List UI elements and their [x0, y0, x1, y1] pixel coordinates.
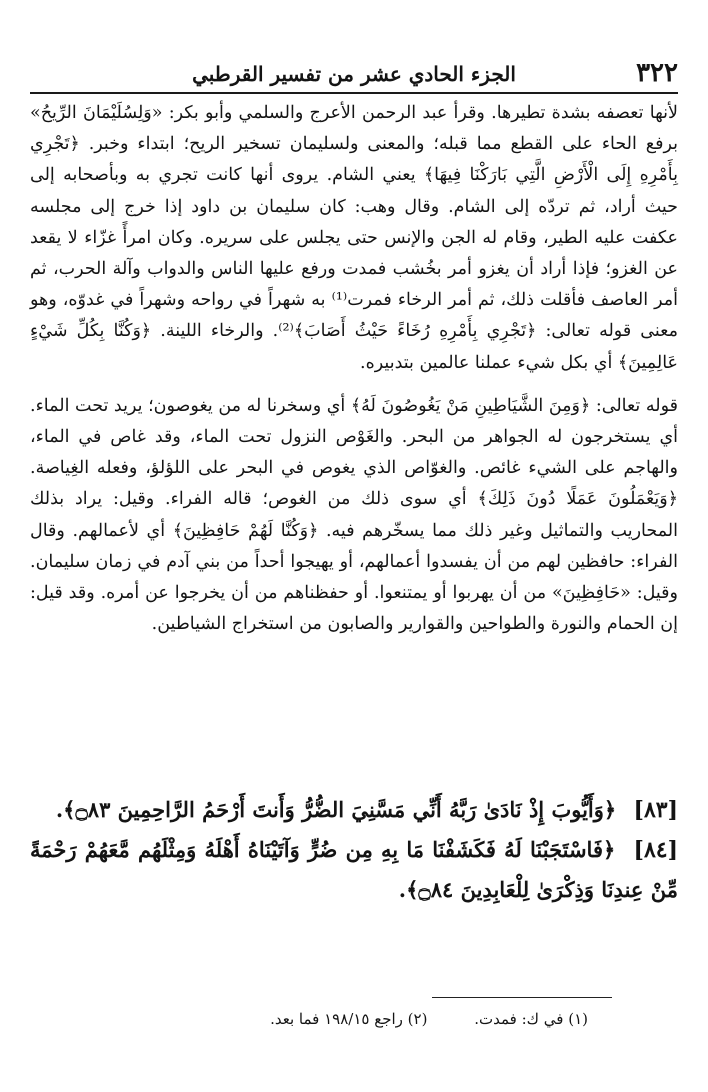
verse-text: ﴿وَأَيُّوبَ إِذْ نَادَىٰ رَبَّهُ أَنِّي مَسَّنِيَ الضُّرُّ وَأَنتَ أَرْحَمُ الرَّاحِمِينَ ۝٨٣﴾.: [55, 797, 617, 822]
page-number: ٣٢٢: [636, 58, 678, 88]
verse-84: [30, 830, 678, 910]
footnote-1: (١) في ك: فمدت.: [474, 1010, 588, 1028]
verse-number: [٨٤]: [633, 837, 679, 863]
running-title: الجزء الحادي عشر من تفسير القرطبي: [192, 62, 516, 86]
footnote-2: (٢) راجع ١٩٨/١٥ فما بعد.: [270, 1010, 428, 1028]
commentary-body: [30, 98, 678, 640]
verse-text: ﴿فَاسْتَجَبْنَا لَهُ فَكَشَفْنَا مَا بِهِ مِن ضُرٍّ وَآتَيْنَاهُ أَهْلَهُ وَمِثْلَهُم مَّعَهُمْ رَحْمَةً مِّنْ عِندِنَا وَذِكْرَىٰ لِلْعَابِدِينَ ۝٨٤﴾.: [30, 837, 678, 902]
verse-83: [30, 790, 678, 830]
commentary-paragraph: لأنها تعصفه بشدة تطيرها. وقرأ عبد الرحمن الأعرج والسلمي وأبو بكر: «وَلِسُلَيْمَانَ الرِّيحُ» برفع الحاء على القطع مما قبله؛ والمعنى ولسليمان تسخير الريح؛ ابتداء وخبر. ﴿تَجْرِي بِأَمْرِهِ إِلَى الْأَرْضِ الَّتِي بَارَكْنَا فِيهَا﴾ يعني الشام. يروى أنها كانت تجري به وبأصحابه إلى حيث أراد، ثم تردّه إلى الشام. وقال وهب: كان سليمان بن داود إذا خرج إلى مجلسه عكفت عليه الطير، وقام له الجن والإنس حتى يجلس على سريره. وكان امرأً غزّاء لا يقعد عن الغزو؛ فإذا أراد أن يغزو أمر بخُشب فمدت ورفع عليها الناس والدواب وآلة الحرب، ثم أمر العاصف فأقلت ذلك، ثم أمر الرخاء فمرت⁽¹⁾ به شهراً في رواحه وشهراً في غدوّه، وهو معنى قوله تعالى: ﴿تَجْرِي بِأَمْرِهِ رُخَاءً حَيْثُ أَصَابَ﴾⁽²⁾. والرخاء اللينة. ﴿وَكُنَّا بِكُلِّ شَيْءٍ عَالِمِينَ﴾ أي بكل شيء عملنا عالمين بتدبيره.: [30, 103, 678, 373]
quran-verses: [30, 790, 678, 910]
footnotes: [270, 1010, 588, 1028]
verse-number: [٨٣]: [633, 797, 678, 823]
footnote-divider: [432, 997, 612, 998]
commentary-paragraph: قوله تعالى: ﴿وَمِنَ الشَّيَاطِينِ مَنْ يَغُوصُونَ لَهُ﴾ أي وسخرنا له من يغوصون؛ يريد تحت الماء. أي يستخرجون له الجواهر من البحر. والغَوْص النزول تحت الماء، وقد غاص في الماء، والهاجم على الشيء غائص. والغوّاص الذي يغوص في البحر على اللؤلؤ، وفعله الغِياصة. ﴿وَيَعْمَلُونَ عَمَلًا دُونَ ذَلِكَ﴾ أي سوى ذلك من الغوص؛ قاله الفراء. وقيل: يراد بذلك المحاريب والتماثيل وغير ذلك مما يسخّرهم فيه. ﴿وَكُنَّا لَهُمْ حَافِظِينَ﴾ أي لأعمالهم. وقال الفراء: حافظين لهم من أن يفسدوا أعمالهم، أو يهيجوا أحداً من بني آدم في زمان سليمان. وقيل: «حَافِظِينَ» من أن يهربوا أو يمتنعوا. أو حفظناهم من أن يخرجوا عن أمره. وقد قيل: إن الحمام والنورة والطواحين والقوارير والصابون من استخراج الشياطين.: [30, 395, 678, 635]
header-divider: [30, 92, 678, 94]
page-header: [30, 56, 678, 90]
